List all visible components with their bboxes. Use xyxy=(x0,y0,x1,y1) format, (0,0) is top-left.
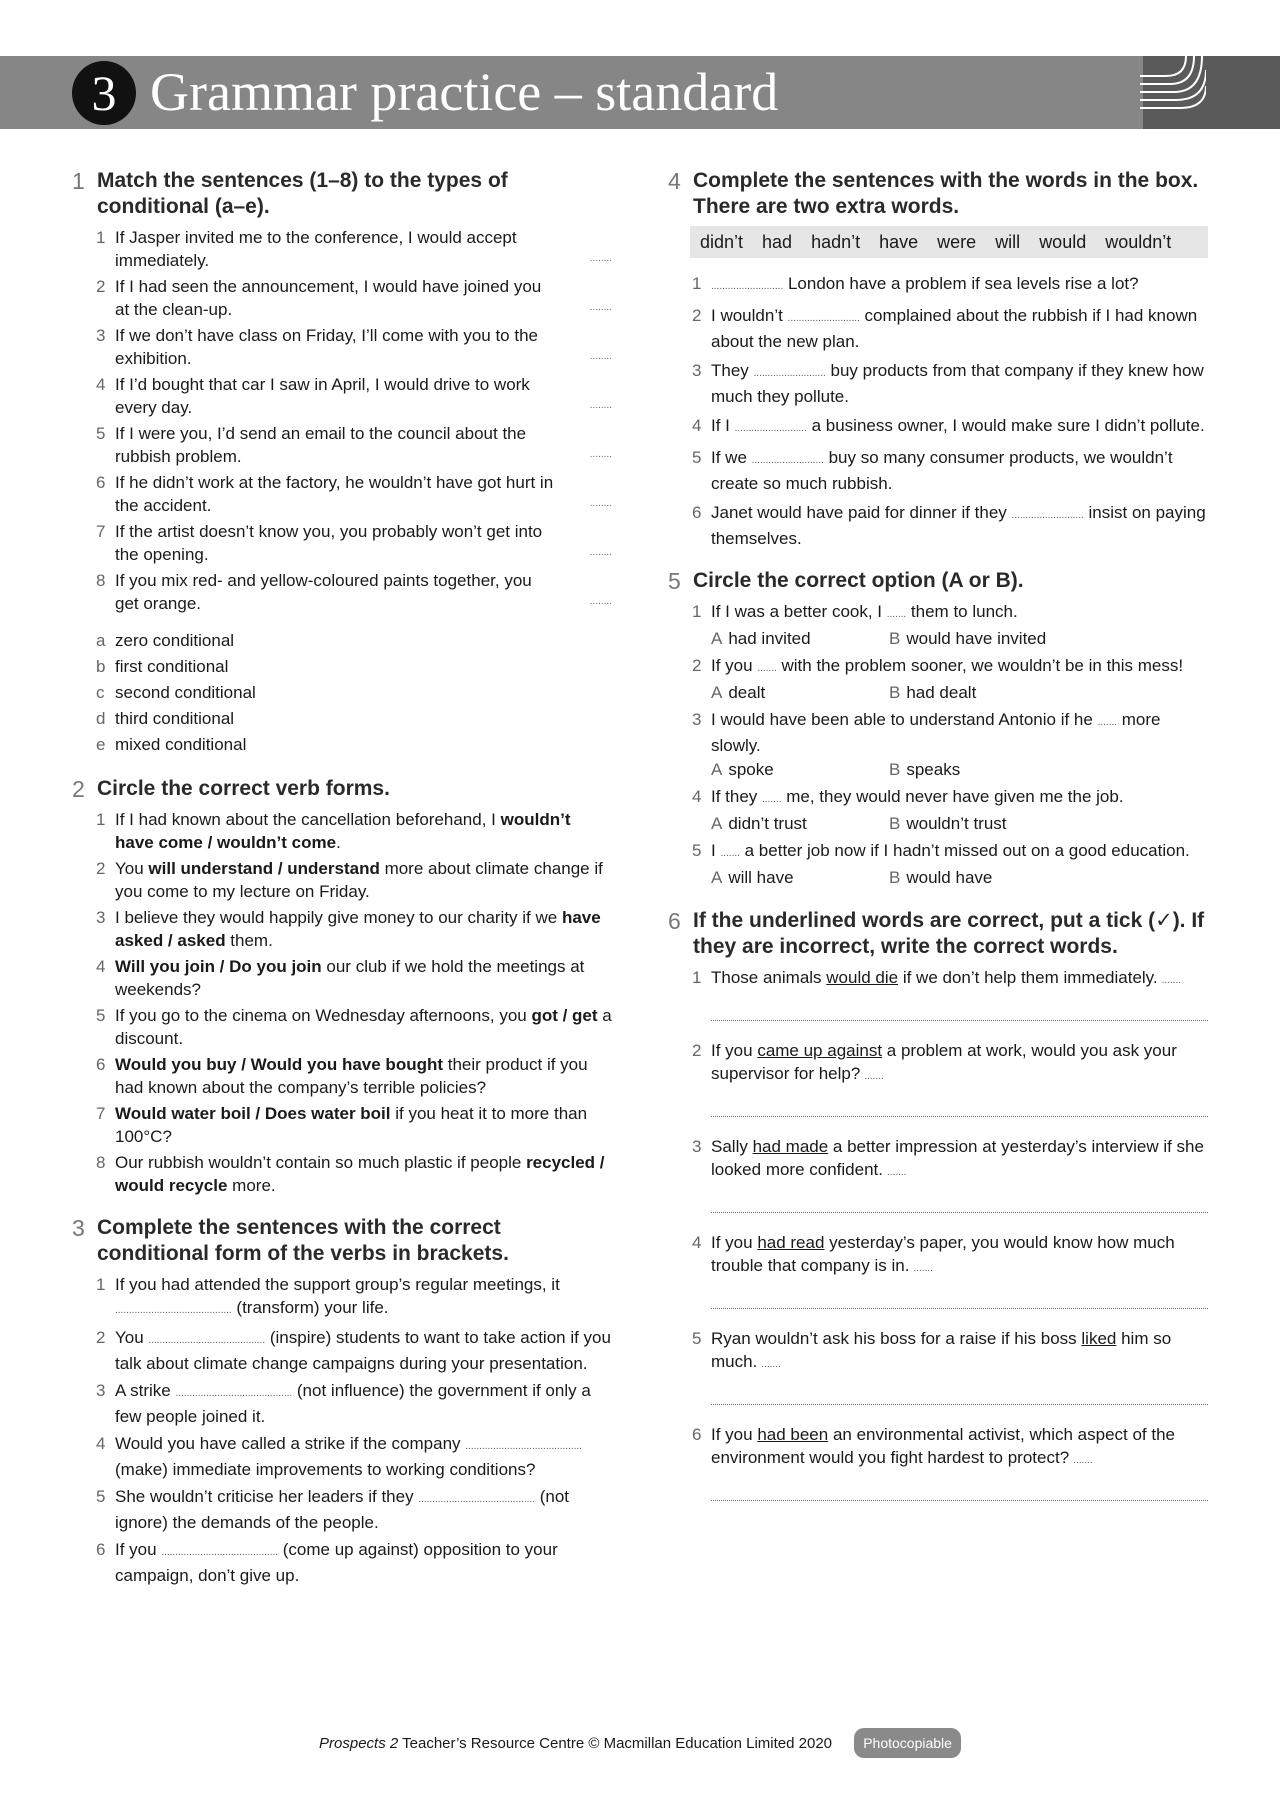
answer-blank[interactable]: .......................................... xyxy=(465,1441,582,1452)
sentence-item xyxy=(668,708,1208,757)
exercise-number: 3 xyxy=(72,1215,85,1241)
answer-blank[interactable]: ....... xyxy=(1073,1455,1093,1466)
left-column xyxy=(72,168,612,1605)
item-number: 4 xyxy=(692,416,702,435)
exercise-1-items xyxy=(72,226,612,615)
answer-line[interactable] xyxy=(711,1192,1208,1213)
option-a[interactable] xyxy=(711,812,889,836)
sentence-text: Janet would have paid for dinner if they xyxy=(711,503,1012,522)
answer-blank[interactable]: .......................... xyxy=(753,368,826,379)
answer-blank[interactable]: ........ xyxy=(589,596,612,607)
verb-choices[interactable]: Would water boil / Does water boil xyxy=(115,1104,391,1123)
answer-choices xyxy=(668,812,1208,836)
answer-blank[interactable]: .......................... xyxy=(751,455,824,466)
sentence-text: a better job now if I hadn’t missed out on a good education. xyxy=(739,841,1190,860)
sentence-text: I wouldn’t xyxy=(711,306,788,325)
sentence-text: if you heat it to more than 100°C? xyxy=(115,1104,588,1146)
sentence-text: (not ignore) the demands of the people. xyxy=(115,1487,570,1532)
sentence-item xyxy=(668,359,1208,408)
option-text: would have xyxy=(906,868,993,887)
word-option: didn’t xyxy=(700,231,744,252)
sentence-text: Our rubbish wouldn’t contain so much plastic if people xyxy=(115,1153,527,1172)
answer-blank[interactable]: ....... xyxy=(757,663,777,674)
exercise-instruction: Circle the correct verb forms. xyxy=(97,777,390,800)
sentence-text: If you xyxy=(115,1540,162,1559)
sentence-item xyxy=(668,1135,1208,1184)
sentence-item xyxy=(72,857,612,903)
exercise-6-items xyxy=(668,966,1208,1501)
item-number: 5 xyxy=(692,841,702,860)
answer-blank[interactable]: ........ xyxy=(589,351,612,362)
conditional-option xyxy=(72,654,612,680)
sentence-text: If they xyxy=(711,787,763,806)
sentence-text: them. xyxy=(225,931,273,950)
option-a[interactable] xyxy=(711,758,889,782)
sentence-item xyxy=(72,1432,612,1481)
underlined-words: had been xyxy=(757,1425,829,1444)
sentence-item xyxy=(72,1485,612,1534)
answer-choices xyxy=(668,681,1208,705)
option-letter: b xyxy=(96,657,106,676)
answer-choices xyxy=(668,758,1208,782)
exercise-5 xyxy=(668,568,1208,890)
item-number: 3 xyxy=(692,1137,702,1156)
item-number: 7 xyxy=(96,522,106,541)
sentence-item xyxy=(72,324,612,370)
verb-choices[interactable]: Will you join / Do you join xyxy=(115,957,322,976)
item-number: 1 xyxy=(692,968,702,987)
sentence-item xyxy=(668,1423,1208,1472)
sentence-text: a better impression at yesterday’s interview if she looked more confident. xyxy=(711,1137,1204,1179)
underlined-words: would die xyxy=(826,968,899,987)
sentence-text: complained about the rubbish if I had known about the new plan. xyxy=(711,306,1198,351)
sentence-text: more about climate change if you come to my lecture on Friday. xyxy=(115,859,603,901)
sentence-text: If we don’t have class on Friday, I’ll come with you to the exhibition. xyxy=(115,326,538,368)
word-option: will xyxy=(995,231,1021,252)
verb-choices[interactable]: got / get xyxy=(531,1006,598,1025)
sentence-text: (inspire) students to want to take action if you talk about climate change campaigns during your presentation. xyxy=(115,1328,611,1373)
item-number: 6 xyxy=(692,503,702,522)
sentence-text: I would have been able to understand Antonio if he xyxy=(711,710,1098,729)
item-number: 1 xyxy=(692,602,702,621)
page-title: Grammar practice – standard xyxy=(150,62,779,122)
item-number: 3 xyxy=(692,361,702,380)
option-text: wouldn’t trust xyxy=(906,814,1007,833)
answer-line[interactable] xyxy=(711,1096,1208,1117)
exercise-number: 5 xyxy=(668,568,681,594)
word-box xyxy=(690,226,1208,258)
option-letter: B xyxy=(889,683,901,702)
answer-blank[interactable]: ........ xyxy=(589,498,612,509)
sentence-item xyxy=(668,501,1208,550)
exercise-4-items xyxy=(668,272,1208,550)
exercise-4 xyxy=(668,168,1208,550)
answer-blank[interactable]: ........ xyxy=(589,547,612,558)
item-number: 4 xyxy=(692,1233,702,1252)
sentence-item xyxy=(668,1231,1208,1280)
footer xyxy=(0,1728,1280,1758)
answer-blank[interactable]: ........ xyxy=(589,302,612,313)
exercise-instruction: Complete the sentences with the correct conditional form of the verbs in brackets. xyxy=(97,1216,509,1265)
sentence-item xyxy=(668,304,1208,353)
answer-blank[interactable]: .......................... xyxy=(734,423,807,434)
exercise-instruction: Circle the correct option (A or B). xyxy=(693,569,1024,592)
option-b[interactable] xyxy=(889,681,976,705)
option-letter: c xyxy=(96,683,105,702)
exercise-number: 4 xyxy=(668,168,681,194)
sentence-item xyxy=(668,785,1208,811)
answer-blank[interactable]: ....... xyxy=(886,609,907,620)
answer-blank[interactable]: ....... xyxy=(864,1071,884,1082)
copyright-line: Teacher’s Resource Centre © Macmillan Education Limited 2020 xyxy=(398,1734,833,1752)
item-number: 5 xyxy=(96,1487,106,1506)
sentence-text: If you mix red- and yellow-coloured paints together, you get orange. xyxy=(115,571,532,613)
answer-blank[interactable]: .......................................... xyxy=(115,1305,232,1316)
sentence-text: yesterday’s paper, you would know how much trouble that company is in. xyxy=(711,1233,1175,1275)
word-option: have xyxy=(879,231,919,252)
option-b[interactable] xyxy=(889,866,992,890)
sentence-text: She wouldn’t criticise her leaders if they xyxy=(115,1487,419,1506)
sentence-text: a business owner, I would make sure I didn’t pollute. xyxy=(806,416,1205,435)
exercise-number: 6 xyxy=(668,908,681,934)
sentence-text: If he didn’t work at the factory, he wouldn’t have got hurt in the accident. xyxy=(115,473,554,515)
sentence-text: If you xyxy=(711,1425,758,1444)
answer-blank[interactable]: ....... xyxy=(913,1263,933,1274)
option-text: mixed conditional xyxy=(115,735,247,754)
answer-line[interactable] xyxy=(711,1384,1208,1405)
item-number: 1 xyxy=(96,1275,106,1294)
answer-blank[interactable]: .......................................... xyxy=(148,1335,266,1346)
sentence-text: our club if we hold the meetings at weekends? xyxy=(115,957,585,999)
sentence-item xyxy=(668,1327,1208,1376)
answer-blank[interactable]: .......................................... xyxy=(161,1547,279,1558)
sentence-item xyxy=(72,275,612,321)
option-text: didn’t trust xyxy=(728,814,807,833)
sentence-item xyxy=(72,1102,612,1148)
option-text: had dealt xyxy=(906,683,977,702)
option-letter: e xyxy=(96,735,106,754)
sentence-item xyxy=(72,569,612,615)
sentence-text: If I had seen the announcement, I would have joined you at the clean-up. xyxy=(115,277,542,319)
sentence-text: If you had attended the support group’s regular meetings, it xyxy=(115,1275,560,1294)
sentence-text: Sally xyxy=(711,1137,753,1156)
sentence-text: if we don’t help them immediately. xyxy=(898,968,1158,987)
item-number: 3 xyxy=(96,1381,106,1400)
item-number: 3 xyxy=(692,710,702,729)
answer-choices xyxy=(668,627,1208,651)
sentence-text: I believe they would happily give money to our charity if we xyxy=(115,908,562,927)
sentence-text: You xyxy=(115,859,149,878)
sentence-item xyxy=(72,471,612,517)
sentence-item xyxy=(668,966,1208,992)
item-number: 5 xyxy=(692,448,702,467)
option-text: spoke xyxy=(728,760,774,779)
conditional-option xyxy=(72,706,612,732)
answer-blank[interactable]: ....... xyxy=(1097,717,1118,728)
item-number: 2 xyxy=(96,859,106,878)
item-number: 6 xyxy=(692,1425,702,1444)
sentence-text: If the artist doesn’t know you, you probably won’t get into the opening. xyxy=(115,522,543,564)
option-text: first conditional xyxy=(115,657,229,676)
exercise-2-items xyxy=(72,808,612,1197)
sentence-item xyxy=(72,226,612,272)
sentence-item xyxy=(72,1151,612,1197)
sentence-item xyxy=(668,272,1208,298)
item-number: 5 xyxy=(96,424,106,443)
underlined-words: had made xyxy=(752,1137,829,1156)
item-number: 6 xyxy=(96,1055,106,1074)
header-banner xyxy=(0,56,1280,129)
option-letter: B xyxy=(889,629,901,648)
option-text: will have xyxy=(728,868,794,887)
sentence-text: If I were you, I’d send an email to the council about the rubbish problem. xyxy=(115,424,527,466)
sentence-text: If I was a better cook, I xyxy=(711,602,887,621)
exercise-1-heading xyxy=(72,168,612,220)
option-letter: a xyxy=(96,631,106,650)
item-number: 2 xyxy=(96,1328,106,1347)
answer-blank[interactable]: ....... xyxy=(762,794,782,805)
sentence-text: me, they would never have given me the job. xyxy=(781,787,1124,806)
sentence-item xyxy=(72,520,612,566)
right-column xyxy=(668,168,1208,1519)
sentence-item xyxy=(72,1379,612,1428)
sentence-text: London have a problem if sea levels rise a lot? xyxy=(783,274,1139,293)
sentence-text: Would you have called a strike if the company xyxy=(115,1434,466,1453)
underlined-words: came up against xyxy=(757,1041,883,1060)
item-number: 8 xyxy=(96,571,106,590)
answer-blank[interactable]: ........ xyxy=(589,400,612,411)
option-text: zero conditional xyxy=(115,631,235,650)
product-title: Prospects 2 xyxy=(319,1734,399,1752)
answer-blank[interactable]: ....... xyxy=(887,1167,907,1178)
option-letter: A xyxy=(711,760,723,779)
item-number: 2 xyxy=(96,277,106,296)
answer-line[interactable] xyxy=(711,1480,1208,1501)
copyright-text xyxy=(319,1735,832,1752)
item-number: 1 xyxy=(692,274,702,293)
sentence-text: You xyxy=(115,1328,149,1347)
sentence-text: If I’d bought that car I saw in April, I would drive to work every day. xyxy=(115,375,530,417)
item-number: 8 xyxy=(96,1153,106,1172)
sentence-text: their product if you had known about the company’s terrible policies? xyxy=(115,1055,588,1097)
verb-choices[interactable]: wouldn’t have come / wouldn’t come xyxy=(115,810,571,852)
item-number: 4 xyxy=(96,1434,106,1453)
sentence-text: . xyxy=(336,833,341,852)
item-number: 4 xyxy=(96,957,106,976)
exercise-number: 1 xyxy=(72,168,85,194)
underlined-words: had read xyxy=(757,1233,825,1252)
sentence-text: If I xyxy=(711,416,735,435)
word-option: hadn’t xyxy=(811,231,861,252)
exercise-5-heading xyxy=(668,568,1208,594)
option-a[interactable] xyxy=(711,627,889,651)
sentence-text: They xyxy=(711,361,754,380)
answer-blank[interactable]: .......................................... xyxy=(418,1494,536,1505)
sentence-text: If Jasper invited me to the conference, I would accept immediately. xyxy=(115,228,517,270)
answer-blank[interactable]: ....... xyxy=(1161,975,1182,986)
option-b[interactable] xyxy=(889,758,960,782)
sentence-text: Ryan wouldn’t ask his boss for a raise if his boss xyxy=(711,1329,1082,1348)
option-text: third conditional xyxy=(115,709,235,728)
sentence-item xyxy=(72,1273,612,1322)
sentence-text: If you xyxy=(711,656,758,675)
exercise-5-items xyxy=(668,600,1208,890)
exercise-3-heading xyxy=(72,1215,612,1267)
item-number: 5 xyxy=(96,1006,106,1025)
item-number: 2 xyxy=(692,306,702,325)
sentence-text: If I had known about the cancellation beforehand, I xyxy=(115,810,501,829)
sentence-text: I xyxy=(711,841,721,860)
sentence-text: If you go to the cinema on Wednesday afternoons, you xyxy=(115,1006,532,1025)
option-letter: d xyxy=(96,709,106,728)
item-number: 3 xyxy=(96,908,106,927)
sentence-item xyxy=(72,906,612,952)
answer-line[interactable] xyxy=(711,1288,1208,1309)
word-option: had xyxy=(762,231,793,252)
answer-blank[interactable]: .......................... xyxy=(1011,510,1084,521)
option-b[interactable] xyxy=(889,627,1046,651)
item-number: 2 xyxy=(692,656,702,675)
option-letter: B xyxy=(889,814,901,833)
option-letter: A xyxy=(711,629,723,648)
sentence-text: (not influence) the government if only a few people joined it. xyxy=(115,1381,591,1426)
sentence-item xyxy=(668,414,1208,440)
verb-choices[interactable]: will understand / understand xyxy=(148,859,380,878)
option-b[interactable] xyxy=(889,812,1007,836)
item-number: 7 xyxy=(96,1104,106,1123)
answer-blank[interactable]: ....... xyxy=(720,848,740,859)
sentence-text: a problem at work, would you ask your supervisor for help? xyxy=(711,1041,1177,1083)
unit-number-badge: 3 xyxy=(72,61,136,125)
exercise-2-heading xyxy=(72,776,612,802)
sentence-text: them to lunch. xyxy=(906,602,1018,621)
conditional-option xyxy=(72,628,612,654)
sentence-text: buy products from that company if they knew how much they pollute. xyxy=(711,361,1204,406)
exercise-number: 2 xyxy=(72,776,85,802)
item-number: 4 xyxy=(692,787,702,806)
word-option: wouldn’t xyxy=(1105,231,1172,252)
answer-blank[interactable]: ........ xyxy=(589,253,612,264)
sentence-text: (make) immediate improvements to working conditions? xyxy=(115,1460,536,1479)
answer-line[interactable] xyxy=(711,1000,1208,1021)
decorative-curve-icon xyxy=(1136,56,1206,129)
sentence-text: If we xyxy=(711,448,752,467)
item-number: 3 xyxy=(96,326,106,345)
sentence-item xyxy=(72,1538,612,1587)
exercise-6 xyxy=(668,908,1208,1501)
option-text: would have invited xyxy=(906,629,1047,648)
sentence-item xyxy=(72,422,612,468)
sentence-text: insist on paying themselves. xyxy=(711,503,1206,548)
photocopiable-badge: Photocopiable xyxy=(854,1728,961,1758)
sentence-text: buy so many consumer products, we wouldn’t create so much rubbish. xyxy=(711,448,1173,493)
exercise-instruction: If the underlined words are correct, put a tick (✓). If they are incorrect, write the correct words. xyxy=(693,909,1205,958)
underlined-words: liked xyxy=(1081,1329,1117,1348)
conditional-options xyxy=(72,628,612,758)
option-text: had invited xyxy=(728,629,811,648)
sentence-item xyxy=(72,1053,612,1099)
item-number: 1 xyxy=(96,810,106,829)
sentence-item xyxy=(72,1326,612,1375)
verb-choices[interactable]: Would you buy / Would you have bought xyxy=(115,1055,444,1074)
option-letter: A xyxy=(711,683,723,702)
sentence-text: more. xyxy=(227,1176,276,1195)
sentence-text: A strike xyxy=(115,1381,176,1400)
sentence-text: more slowly. xyxy=(711,710,1161,755)
item-number: 6 xyxy=(96,1540,106,1559)
sentence-text: a discount. xyxy=(115,1006,612,1048)
option-letter: A xyxy=(711,868,723,887)
option-a[interactable] xyxy=(711,681,889,705)
option-letter: B xyxy=(889,760,901,779)
sentence-item xyxy=(72,1004,612,1050)
answer-blank[interactable]: .......................................... xyxy=(175,1388,293,1399)
answer-blank[interactable]: .......................... xyxy=(787,313,860,324)
exercise-2 xyxy=(72,776,612,1197)
exercise-instruction: Complete the sentences with the words in the box. There are two extra words. xyxy=(693,169,1199,218)
sentence-text: If you xyxy=(711,1233,758,1252)
item-number: 5 xyxy=(692,1329,702,1348)
sentence-item xyxy=(668,654,1208,680)
option-letter: B xyxy=(889,868,901,887)
sentence-item xyxy=(72,955,612,1001)
sentence-text: with the problem sooner, we wouldn’t be in this mess! xyxy=(776,656,1184,675)
verb-choices[interactable]: recycled / would recycle xyxy=(115,1153,605,1195)
answer-choices xyxy=(668,866,1208,890)
sentence-text: If you xyxy=(711,1041,758,1060)
item-number: 6 xyxy=(96,473,106,492)
answer-blank[interactable]: ........ xyxy=(589,449,612,460)
word-option: were xyxy=(937,231,977,252)
item-number: 2 xyxy=(692,1041,702,1060)
sentence-item xyxy=(72,373,612,419)
option-text: second conditional xyxy=(115,683,256,702)
sentence-text: (transform) your life. xyxy=(231,1298,389,1317)
answer-blank[interactable]: .......................... xyxy=(711,281,784,292)
item-number: 4 xyxy=(96,375,106,394)
sentence-text: (come up against) opposition to your campaign, don’t give up. xyxy=(115,1540,558,1585)
exercise-1 xyxy=(72,168,612,758)
answer-blank[interactable]: ....... xyxy=(761,1359,781,1370)
option-a[interactable] xyxy=(711,866,889,890)
sentence-item xyxy=(72,808,612,854)
sentence-text: Those animals xyxy=(711,968,827,987)
word-option: would xyxy=(1039,231,1087,252)
sentence-item xyxy=(668,1039,1208,1088)
conditional-option xyxy=(72,732,612,758)
exercise-6-heading xyxy=(668,908,1208,960)
exercise-instruction: Match the sentences (1–8) to the types of conditional (a–e). xyxy=(97,169,508,218)
sentence-text: him so much. xyxy=(711,1329,1172,1371)
verb-choices[interactable]: have asked / asked xyxy=(115,908,601,950)
exercise-4-heading xyxy=(668,168,1208,220)
option-letter: A xyxy=(711,814,723,833)
exercise-3 xyxy=(72,1215,612,1587)
option-text: speaks xyxy=(906,760,961,779)
option-text: dealt xyxy=(728,683,766,702)
sentence-item xyxy=(668,839,1208,865)
sentence-text: an environmental activist, which aspect of the environment would you fight hardest to protect? xyxy=(711,1425,1176,1467)
conditional-option xyxy=(72,680,612,706)
item-number: 1 xyxy=(96,228,106,247)
sentence-item xyxy=(668,446,1208,495)
sentence-item xyxy=(668,600,1208,626)
exercise-3-items xyxy=(72,1273,612,1587)
